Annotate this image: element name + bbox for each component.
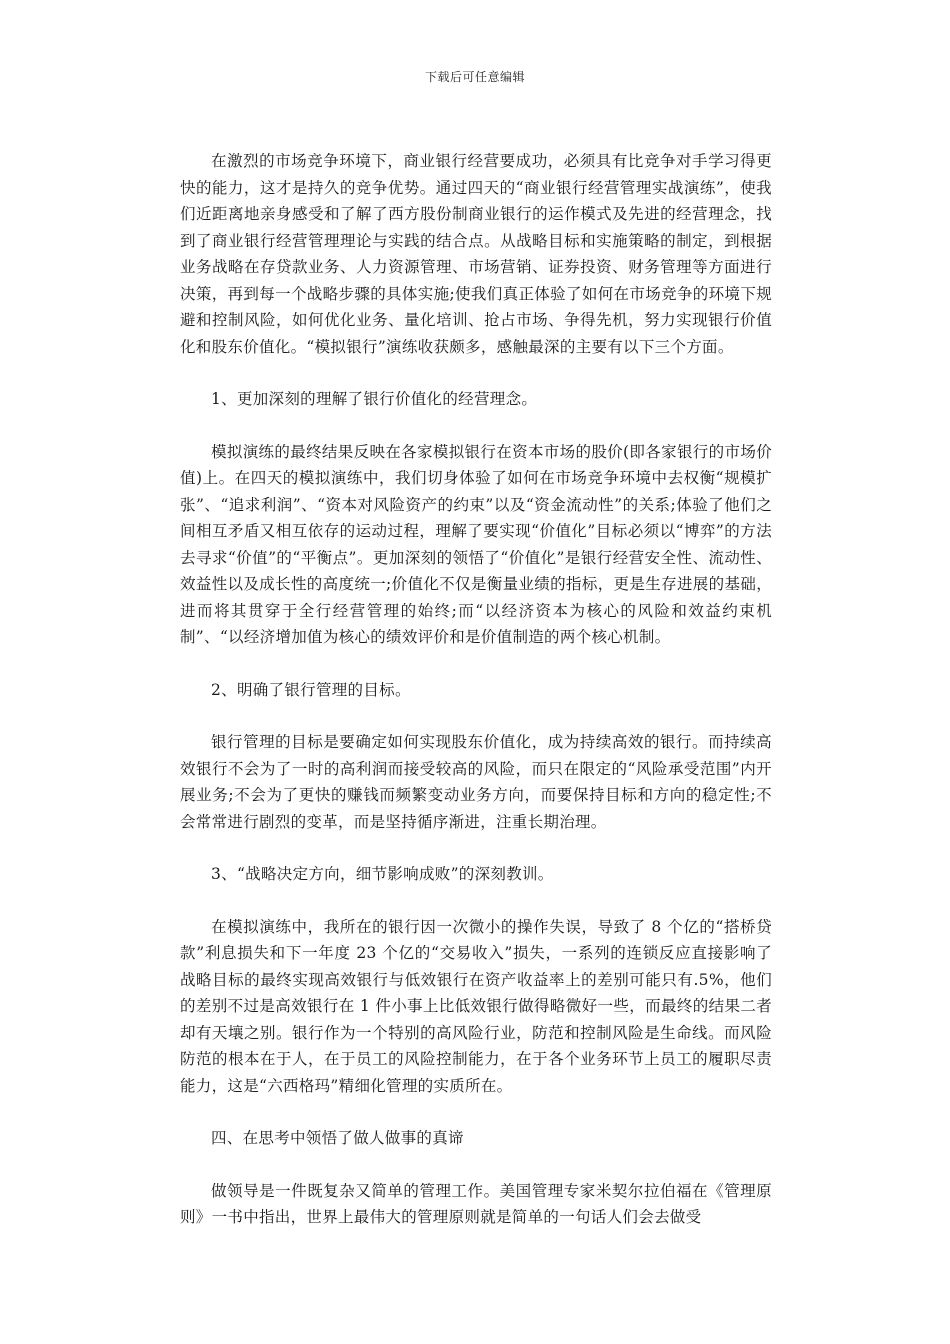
section-heading-3: 3、“战略决定方向，细节影响成败”的深刻教训。 [211, 865, 554, 883]
section-heading-2: 2、明确了银行管理的目标。 [211, 680, 411, 699]
page-header: 下载后可任意编辑 [424, 70, 525, 84]
document-body [180, 148, 772, 1257]
paragraph-strategy-lesson: 在模拟演练中，我所在的银行因一次微小的操作失误，导致了 8 个亿的“搭桥贷款”利息损失和下一年度 23 个亿的“交易收入”损失，一系列的连锁反应直接影响了战略目标的最终实现高效银行与低效银行在资产收益率上的差别可能只有.5%，他们的差别不过是高效银行在 1 件小事上比低效银行做得略微好一些，而最终的结果二者却有天壤之别。银行作为一个特别的高风险行业，防范和控制风险是生命线。而风险防范的根本在于人，在于员工的风险控制能力，在于各个业务环节上员工的履职尽责能力，这是“六西格玛”精细化管理的实质所在。 [180, 917, 772, 1095]
paragraph-intro: 在激烈的市场竞争环境下，商业银行经营要成功，必须具有比竞争对手学习得更快的能力，这才是持久的竞争优势。通过四天的“商业银行经营管理实战演练”，使我们近距离地亲身感受和了解了西方股份制商业银行的运作模式及先进的经营理念，找到了商业银行经营管理理论与实践的结合点。从战略目标和实施策略的制定，到根据业务战略在存贷款业务、人力资源管理、市场营销、证券投资、财务管理等方面进行决策，再到每一个战略步骤的具体实施;使我们真正体验了如何在市场竞争的环境下规避和控制风险，如何优化业务、量化培训、抢占市场、争得先机，努力实现银行价值化和股东价值化。“模拟银行”演练收获颇多，感触最深的主要有以下三个方面。 [180, 152, 772, 356]
section-heading-4: 四、在思考中领悟了做人做事的真谛 [211, 1129, 464, 1147]
paragraph-leadership: 做领导是一件既复杂又简单的管理工作。美国管理专家米契尔拉伯福在《管理原则》一书中指出，世界上最伟大的管理原则就是简单的一句话人们会去做受 [180, 1181, 772, 1226]
paragraph-value-concept: 模拟演练的最终结果反映在各家模拟银行在资本市场的股价(即各家银行的市场价值)上。在四天的模拟演练中，我们切身体验了如何在市场竞争环境中去权衡“规模扩张”、“追求利润”、“资本对风险资产的约束”以及“资金流动性”的关系;体验了他们之间相互矛盾又相互依存的运动过程，理解了要实现“价值化”目标必须以“博弈”的方法去寻求“价值”的“平衡点”。更加深刻的领悟了“价值化”是银行经营安全性、流动性、效益性以及成长性的高度统一;价值化不仅是衡量业绩的指标，更是生存进展的基础，进而将其贯穿于全行经营管理的始终;而“以经济资本为核心的风险和效益约束机制”、“以经济增加值为核心的绩效评价和是价值制造的两个核心机制。 [180, 442, 772, 646]
section-heading-1: 1、更加深刻的理解了银行价值化的经营理念。 [211, 390, 538, 408]
paragraph-management-goal: 银行管理的目标是要确定如何实现股东价值化，成为持续高效的银行。而持续高效银行不会为了一时的高利润而接受较高的风险，而只在限定的“风险承受范围”内开展业务;不会为了更快的赚钱而频繁变动业务方向，而要保持目标和方向的稳定性;不会常常进行剧烈的变革，而是坚持循序渐进，注重长期治理。 [180, 733, 772, 831]
